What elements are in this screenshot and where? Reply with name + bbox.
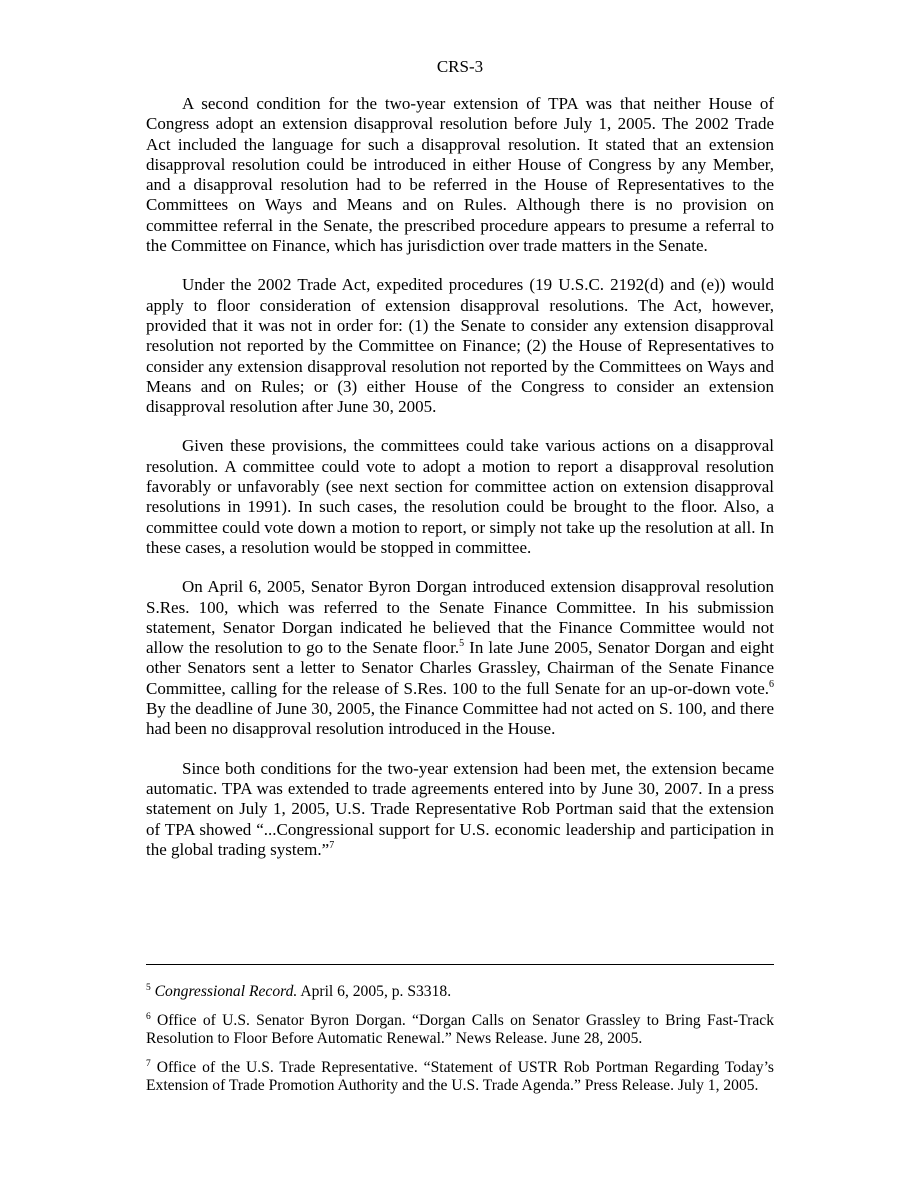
paragraph-disapproval-condition: A second condition for the two-year extension of TPA was that neither House of Congress adopt an extension disapproval resolution before July 1, 2005. The 2002 Trade Act included the language for such a disapproval resolution. It stated that an extension disapproval resolution could be introduced in either House of Congress by any Member, and a disapproval resolution had to be referred in the House of Representatives to the Committees on Ways and Means and on Rules. Although there is no provision on committee referral in the Senate, the prescribed procedure appears to presume a referral to the Committee on Finance, which has jurisdiction over trade matters in the Senate.	[146, 94, 774, 256]
footnotes	[146, 983, 774, 1106]
paragraph-committee-actions: Given these provisions, the committees could take various actions on a disapproval resolution. A committee could vote to adopt a motion to report a disapproval resolution favorably or unfavorably (see next section for committee action on extension disapproval resolutions in 1991). In such cases, the resolution could be brought to the floor. Also, a committee could vote down a motion to report, or simply not take up the resolution at all. In these cases, a resolution would be stopped in committee.	[146, 436, 774, 557]
body-text	[146, 94, 774, 879]
footnote-source-title: Congressional Record.	[154, 983, 298, 1000]
paragraph-text: In late June 2005, Senator Dorgan and eight other Senators sent a letter to Senator Charles Grassley, Chairman of the Senate Finance Committee, calling for the release of S.Res. 100 to the full Senate for an up-or-down vote.	[146, 638, 774, 698]
paragraph-text: On April 6, 2005, Senator Byron Dorgan introduced extension disapproval resolution S.Res. 100, which was referred to the Senate Finance Committee. In his submission statement, Senator Dorgan indicated he believed that the Finance Committee would not allow the resolution to go to the Senate floor.	[146, 577, 774, 658]
footnote-number: 7	[146, 1059, 151, 1069]
footnote-number: 6	[146, 1012, 151, 1022]
footnote-ref[interactable]: 5	[459, 638, 465, 650]
paragraph-text: By the deadline of June 30, 2005, the Finance Committee had not acted on S. 100, and there had been no disapproval resolution introduced in the House.	[146, 699, 774, 739]
paragraph-text: Since both conditions for the two-year extension had been met, the extension became automatic. TPA was extended to trade agreements entered into by June 30, 2007. In a press statement on July 1, 2005, U.S. Trade Representative Rob Portman said that the extension of TPA showed “...Congressional support for U.S. economic leadership and participation in the global trading system.”	[146, 758, 774, 859]
page-header	[0, 56, 920, 78]
footnote-text: Office of the U.S. Trade Representative. “Statement of USTR Rob Portman Regarding Today’s Extension of Trade Promotion Authority and the U.S. Trade Agenda.” Press Release. July 1, 2005.	[146, 1059, 774, 1094]
footnote-ref[interactable]: 7	[329, 839, 335, 851]
footnote-5	[146, 983, 774, 1001]
footnote-ref[interactable]: 6	[769, 678, 774, 690]
footnote-text: April 6, 2005, p. S3318.	[297, 983, 452, 1000]
footnote-6	[146, 1012, 774, 1048]
footnote-text: Office of U.S. Senator Byron Dorgan. “Dorgan Calls on Senator Grassley to Bring Fast-Track Resolution to Floor Before Automatic Renewal.” News Release. June 28, 2005.	[146, 1012, 774, 1047]
footnote-divider	[146, 964, 774, 965]
footnote-number: 5	[146, 983, 151, 993]
paragraph-automatic-extension	[146, 759, 774, 860]
paragraph-expedited-procedures: Under the 2002 Trade Act, expedited procedures (19 U.S.C. 2192(d) and (e)) would apply to floor consideration of extension disapproval resolutions. The Act, however, provided that it was not in order for: (1) the Senate to consider any extension disapproval resolution not reported by the Committee on Finance; (2) the House of Representatives to consider any extension disapproval resolution not reported by the Committees on Ways and Means and on Rules; or (3) either House of the Congress to consider an extension disapproval resolution after June 30, 2005.	[146, 275, 774, 417]
paragraph-dorgan-resolution	[146, 577, 774, 739]
page-number: CRS-3	[436, 57, 484, 76]
footnote-7	[146, 1059, 774, 1095]
